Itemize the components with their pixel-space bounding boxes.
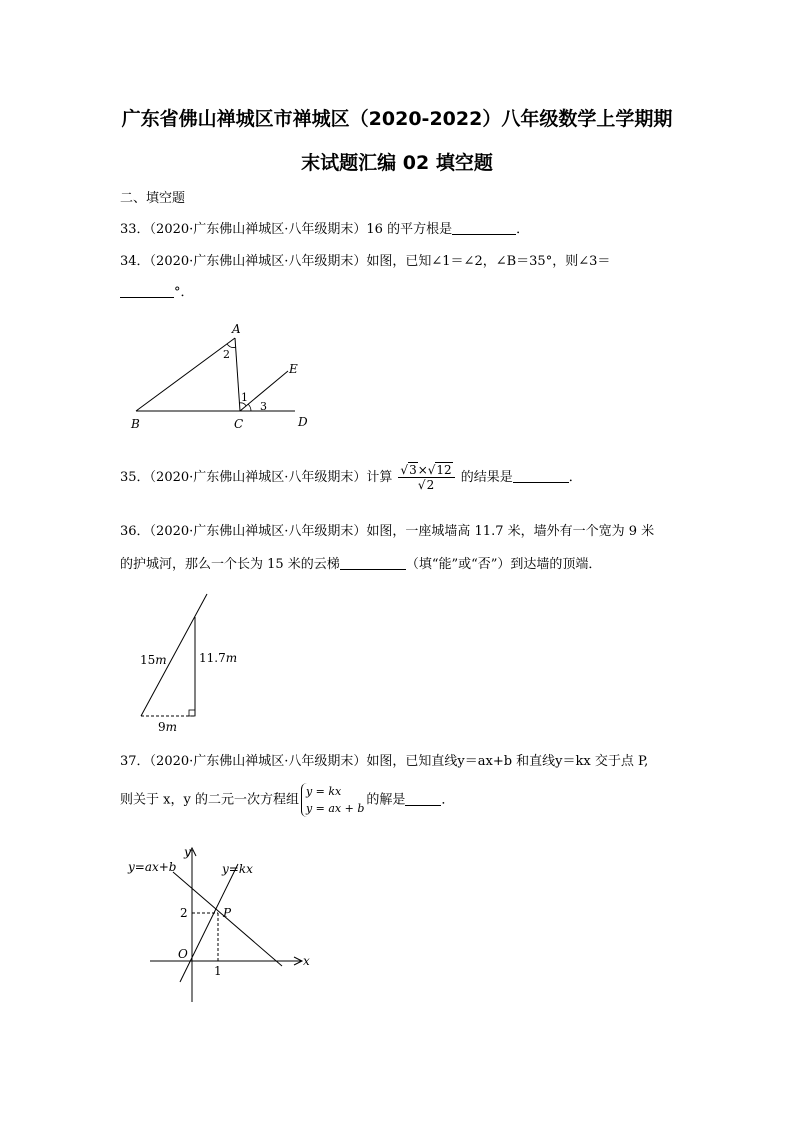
section-heading: 二、填空题 — [120, 191, 186, 206]
label-E: E — [289, 362, 298, 376]
title-line-2: 末试题汇编 02 填空题 — [301, 152, 493, 174]
title-line-1: 广东省佛山禅城区市禅城区（2020-2022）八年级数学上学期期 — [121, 108, 673, 130]
q33-blank[interactable] — [452, 221, 516, 235]
q37-eq-1: y = kx — [305, 785, 342, 798]
q37-eq-2: y = ax + b — [305, 802, 365, 815]
label-moat: 9m — [158, 720, 178, 734]
label-C: C — [234, 417, 244, 431]
q36-blank[interactable] — [340, 556, 406, 570]
label-D: D — [298, 415, 308, 429]
q35-text: 35．（2020·广东佛山禅城区·八年级期末）计算 — [120, 470, 393, 485]
question-33 — [120, 218, 529, 237]
label-y-2: 2 — [180, 906, 188, 920]
q35-end: ． — [568, 470, 582, 485]
q37-text-b: 的解是 — [366, 792, 406, 808]
label-origin: O — [178, 947, 188, 961]
q35-blank[interactable] — [513, 469, 569, 483]
question-37-line-1: 37．（2020·广东佛山禅城区·八年级期末）如图，已知直线y＝ax+b 和直线y＝kx 交于点 P, — [120, 754, 649, 769]
q36-figure — [120, 590, 260, 735]
q35-sqrt-3: 3 — [409, 463, 417, 477]
q37-text-a: 则关于 x，y 的二元一次方程组 — [120, 792, 299, 808]
label-x-axis: x — [303, 954, 310, 968]
q34-text: 34．（2020·广东佛山禅城区·八年级期末）如图，已知∠1＝∠2，∠B＝35°，则∠3＝ — [120, 254, 611, 269]
label-B: B — [131, 417, 140, 431]
label-wall: 11.7m — [199, 651, 238, 665]
q36-text-b: （填“能”或“否”）到达墙的顶端． — [405, 557, 602, 572]
q33-end: ． — [516, 222, 530, 237]
label-A: A — [232, 322, 241, 336]
q37-equation-system — [301, 783, 364, 817]
label-x-1: 1 — [214, 964, 222, 978]
question-36-line-1: 36．（2020·广东佛山禅城区·八年级期末）如图，一座城墙高 11.7 米，墙外有一个宽为 9 米 — [120, 524, 655, 539]
label-3: 3 — [260, 400, 267, 413]
q33-text: 33．（2020·广东佛山禅城区·八年级期末）16 的平方根是 — [120, 222, 453, 237]
question-35 — [120, 463, 582, 492]
q34-figure — [120, 318, 320, 433]
label-1: 1 — [241, 391, 248, 404]
label-y-axis: y — [184, 845, 191, 859]
label-line-axb: y=ax+b — [128, 860, 177, 874]
q36-text-a: 的护城河，那么一个长为 15 米的云梯 — [120, 557, 340, 572]
q34-end: °． — [174, 285, 194, 300]
q37-figure — [120, 842, 320, 1012]
q37-end: ． — [441, 792, 455, 808]
label-line-kx: y=kx — [222, 862, 253, 876]
q34-blank[interactable] — [120, 284, 174, 298]
question-34-cont — [120, 281, 194, 300]
q35-sqrt-12: 12 — [436, 463, 452, 477]
question-37-line-2 — [120, 783, 454, 817]
label-ladder: 15m — [140, 653, 167, 667]
q35-sqrt-2: 2 — [426, 478, 435, 492]
question-34 — [120, 250, 610, 269]
q35-fraction: $\frac{√3\times√12}{√2}$ — [398, 463, 454, 492]
q35-times: × — [417, 463, 428, 477]
label-2: 2 — [223, 348, 230, 361]
label-point-p: P — [223, 906, 232, 920]
q35-after: 的结果是 — [460, 470, 513, 485]
question-36-line-2 — [120, 553, 601, 572]
q37-blank[interactable] — [405, 792, 441, 806]
